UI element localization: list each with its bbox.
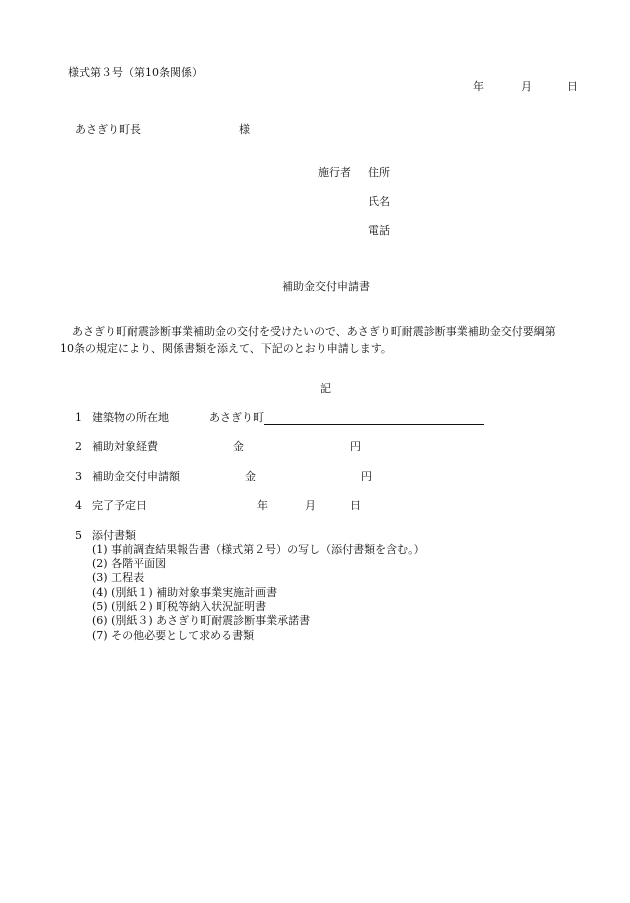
item-4-number: 4 bbox=[75, 499, 82, 512]
date-month: 月 bbox=[521, 80, 532, 93]
applicant-address: 住所 bbox=[368, 166, 390, 179]
form-number: 様式第３号（第10条関係） bbox=[68, 66, 203, 79]
item-3-en: 円 bbox=[361, 470, 372, 483]
attachment-item-7: (7) その他必要として求める書類 bbox=[92, 629, 255, 642]
attachment-item-6: (6) (別紙３) あさぎり町耐震診断事業承諾書 bbox=[92, 614, 311, 627]
applicant-label: 施行者 bbox=[318, 166, 351, 179]
item-1-town: あさぎり町 bbox=[209, 411, 264, 424]
attachment-item-4: (4) (別紙１) 補助対象事業実施計画書 bbox=[92, 586, 278, 599]
item-1-underline bbox=[264, 412, 484, 425]
item-2-kin: 金 bbox=[233, 440, 244, 453]
attachment-item-5: (5) (別紙２) 町税等納入状況証明書 bbox=[92, 600, 267, 613]
applicant-name: 氏名 bbox=[368, 195, 390, 208]
item-1-value bbox=[209, 411, 484, 425]
item-5-label: 添付書類 bbox=[92, 529, 136, 542]
ki-heading: 記 bbox=[320, 382, 331, 395]
addressee-honorific: 様 bbox=[239, 123, 250, 136]
body-text bbox=[60, 323, 592, 357]
item-4-month: 月 bbox=[305, 499, 316, 512]
item-1-number: 1 bbox=[75, 411, 82, 424]
item-4-label: 完了予定日 bbox=[92, 499, 147, 512]
date-day: 日 bbox=[567, 80, 578, 93]
item-2-en: 円 bbox=[350, 440, 361, 453]
attachment-item-2: (2) 各階平面図 bbox=[92, 557, 167, 570]
addressee-name: あさぎり町長 bbox=[75, 123, 141, 136]
item-4-year: 年 bbox=[257, 499, 268, 512]
item-3-label: 補助金交付申請額 bbox=[92, 470, 180, 483]
item-2-number: 2 bbox=[75, 440, 82, 453]
item-5-number: 5 bbox=[75, 529, 82, 542]
attachment-item-1: (1) 事前調査結果報告書（様式第２号）の写し（添付書類を含む。） bbox=[92, 543, 425, 556]
attachment-item-3: (3) 工程表 bbox=[92, 571, 145, 584]
body-line-2: 10条の規定により、関係書類を添えて、下記のとおり申請します。 bbox=[60, 342, 392, 356]
date-year: 年 bbox=[473, 80, 484, 93]
item-4-day: 日 bbox=[350, 499, 361, 512]
applicant-phone: 電話 bbox=[368, 224, 390, 237]
document-title: 補助金交付申請書 bbox=[282, 280, 370, 293]
body-line-1: あさぎり町耐震診断事業補助金の交付を受けたいので、あさぎり町耐震診断事業補助金交付要綱第 bbox=[72, 325, 556, 338]
item-3-kin: 金 bbox=[245, 470, 256, 483]
item-2-label: 補助対象経費 bbox=[92, 440, 158, 453]
item-3-number: 3 bbox=[75, 470, 82, 483]
item-1-label: 建築物の所在地 bbox=[92, 411, 169, 424]
